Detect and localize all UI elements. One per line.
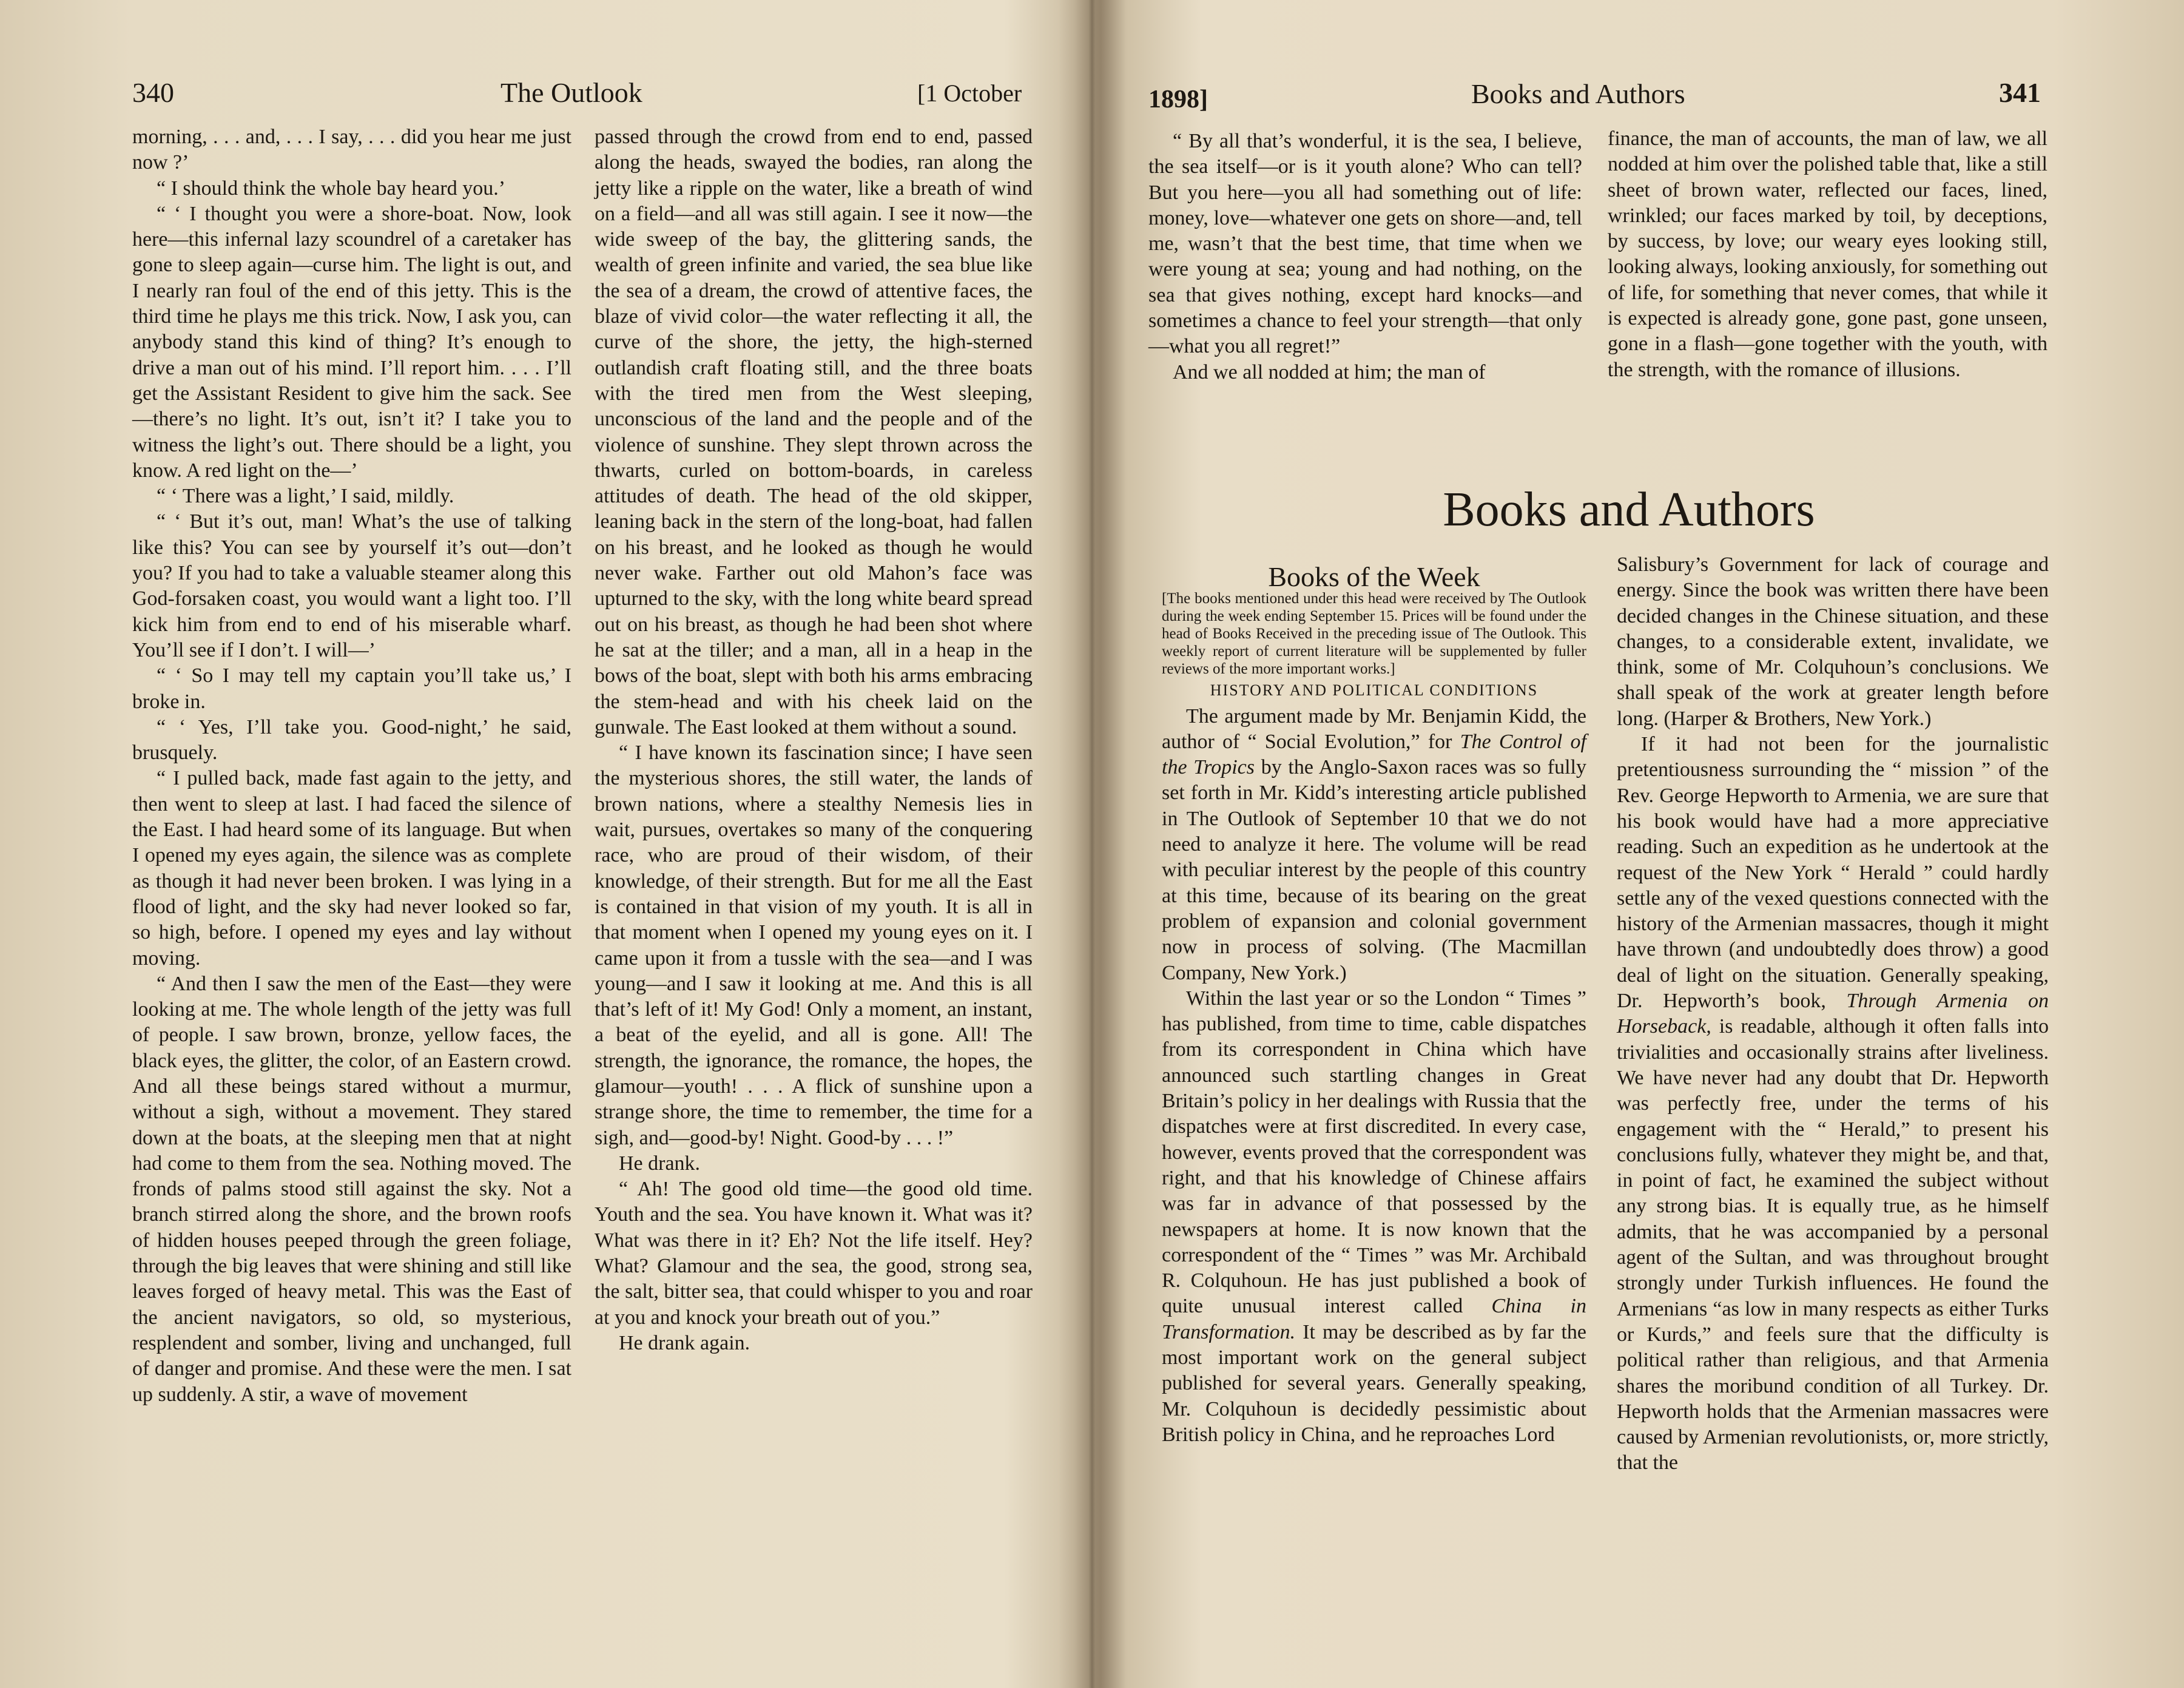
- review-column-1-body: [1162, 704, 1586, 1448]
- paragraph: “ ‘ There was a light,’ I said, mildly.: [157, 485, 454, 508]
- right-top-column-2: [1608, 126, 2048, 383]
- left-page: [0, 0, 1089, 1688]
- paragraph: And we all nodded at him; the man of: [1173, 360, 1486, 383]
- date-right: 1898]: [1148, 86, 1208, 113]
- left-column-2: [595, 124, 1033, 1356]
- paragraph: “ I have known its fascination since; I have seen the mysterious shores, the still water, the lands of brown nations, where a stealthy Nemesis lies in wait, pursues, overtakes so many of the conquering race, who are proud of their wisdom, of their knowledge, of their strength. But for me all the East is contained in that vision of my youth. It is all in that moment when I opened my young eyes on it. I came upon it from a tussle with the sea—and I was young—and I saw it looking at me. And this is all that’s left of it! My God! Only a moment, an instant, a beat of the eyelid, and all is gone. All! The strength, the ignorance, the romance, the hopes, the glamour—youth! . . . A flick of sunshine upon a strange shore, the time to remember, the time for a sigh, and—good-by! Night. Good-by . . . !”: [595, 741, 1033, 1149]
- right-top-column-1: [1148, 129, 1582, 385]
- book-title: Through Armenia on Horseback,: [1617, 990, 2049, 1038]
- paragraph: “ And then I saw the men of the East—they were looking at me. The whole length of the jetty was full of people. I saw brown, bronze, yellow faces, the black eyes, the glitter, the color, of an Eastern crowd. And all these beings stared without a murmur, without a sigh, without a movement. They stared down at the boats, at the sleeping men that at night had come to them from the sea. Nothing moved. The fronds of palms stood still against the sky. Not a branch stirred along the shore, and the brown roofs of hidden houses peeped through the green foliage, through the big leaves that were shining and still like leaves forged of heavy metal. This was the East of the ancient navigators, so old, so mysterious, resplendent and somber, living and unchanged, full of danger and promise. And these were the men. I sat up suddenly. A stir, a wave of movement: [132, 972, 571, 1406]
- right-page: [1095, 0, 2184, 1688]
- paragraph: “ By all that’s wonderful, it is the sea, I believe, the sea itself—or is it youth alone? Who can tell? But you here—you all had something out of life: money, love—whatever one gets on shore—and, tell me, wasn’t that the best time, that time when we were young at sea; young and had nothing, on the sea that gives nothing, except hard knocks—and sometimes a chance to feel your strength—that only—what you all regret!”: [1148, 130, 1582, 358]
- paragraph: “ ‘ I thought you were a shore-boat. Now, look here—this infernal lazy scoundrel of a caretaker has gone to sleep again—curse him. The light is out, and I nearly ran foul of the end of this jetty. This is the third time he plays me this trick. Now, I ask you, can anybody stand this kind of thing? It’s enough to drive a man out of his mind. I’ll report him. . . . I’ll get the Assistant Resident to give him the sack. See—there’s no light. It’s out, isn’t it? I take you to witness the light’s out. There should be a light, you know. A red light on the—’: [132, 202, 571, 482]
- date-left: [1 October: [917, 79, 1022, 107]
- paragraph: “ ‘ But it’s out, man! What’s the use of talking like this? You can see by yourself it’s out—don’t you? If you had to take a valuable steamer along this God-forsaken coast, you would want a light too. I’ll kick him from end to end of his miserable wharf. You’ll see if I don’t. I will—’: [132, 510, 571, 661]
- subsection-title: Books of the Week: [1268, 561, 1480, 592]
- review-paragraph: If it had not been for the journalistic pretentiousness surrounding the “ mission ” of the Rev. George Hepworth to Armenia, we are sure that his book would have had a more appreciative reading. Such an expedition as he undertook at the request of the New York “ Herald ” could hardly settle any of the vexed questions connected with the history of the Armenian massacres, though it might have thrown (and undoubtedly does throw) a good deal of light on the situation. Generally speaking, Dr. Hepworth’s book, Through Armenia on Horseback, is readable, although it often falls into trivialities and occasionally strains after liveliness. We have never had any doubt that Dr. Hepworth was perfectly free, under the terms of his engagement with the “ Herald,” to present his conclusions fully, whatever they might be, and that, in point of fact, he examined the subject without any strong bias. It is equally true, as he himself admits, that he was accompanied by a personal agent of the Sultan, and was throughout brought strongly under Turkish influences. He found the Armenians “as low in many respects as either Turks or Kurds,” and feels sure that the difficulty is political rather than religious, and that Armenia shares the moribund condition of all Turkey. Dr. Hepworth holds that the Armenian massacres were caused by Armenian revolutionists, or, more strictly, that the: [1617, 733, 2049, 1474]
- page-number-left: 340: [132, 77, 174, 108]
- paragraph: “ I should think the whole bay heard you.’: [157, 177, 506, 200]
- right-bottom-column-1: [1162, 561, 1587, 1448]
- paragraph: He drank again.: [619, 1331, 750, 1354]
- review-paragraph: Within the last year or so the London “ Times ” has published, from time to time, cable dispatches from its correspondent in China which have announced such startling changes in Great Britain’s policy in her dealings with Russia that the dispatches were at first discredited. In every case, however, events proved that the correspondent was right, and that his knowledge of Chinese affairs was far in advance of that possessed by the newspapers at home. It is now known that the correspondent of the “ Times ” was Mr. Archibald R. Colquhoun. He has just published a book of quite unusual interest called China in Transformation. It may be described as by far the most important work on the general subject published for several years. Generally speaking, Mr. Colquhoun is decidedly pessimistic about British policy in China, and he reproaches Lord: [1162, 987, 1586, 1446]
- paragraph: morning, . . . and, . . . I say, . . . did you hear me just now ?’: [132, 126, 571, 174]
- paragraph: “ Ah! The good old time—the good old time. Youth and the sea. You have known it. What was it? What was there in it? Eh? Not the life itself. Hey? What? Glamour and the sea, the good, strong sea, the salt, bitter sea, that could whisper to you and roar at you and knock your breath out of you.”: [595, 1178, 1033, 1329]
- paragraph: passed through the crowd from end to end, passed along the heads, swayed the bodies, ran along the jetty like a ripple on the water, like a breath of wind on a field—and all was still again. I see it now—the wide sweep of the bay, the glittering sands, the wealth of green infinite and varied, the sea blue like the sea of a dream, the crowd of attentive faces, the blaze of vivid color—the water reflecting it all, the curve of the shore, the jetty, the high-sterned outlandish craft floating still, and the three boats with the tired men from the West sleeping, unconscious of the land and the people and of the violence of sunshine. They slept thrown across the thwarts, curled on bottom-boards, in careless attitudes of death. The head of the old skipper, leaning back in the stern of the long-boat, had fallen on his breast, and he looked as though he would never wake. Farther out old Mahon’s face was upturned to the sky, with the long white beard spread out on his breast, as though he had been shot where he sat at the tiller; and a man, all in a heap in the bows of the boat, slept with both his arms embracing the stem-head and with his cheek laid on the gunwale. The East looked at them without a sound.: [595, 126, 1033, 738]
- category-heading: HISTORY AND POLITICAL CONDITIONS: [1210, 681, 1539, 700]
- paragraph: “ ‘ So I may tell my captain you’ll take us,’ I broke in.: [132, 664, 571, 713]
- paragraph: finance, the man of accounts, the man of law, we all nodded at him over the polished table that, like a still sheet of brown water, reflected our faces, lined, wrinkled; our faces marked by toil, by deceptions, by success, by love; our weary eyes looking still, looking always, looking anxiously, for something out of life, for something that never comes, that while it is expected is already gone, gone past, gone unseen, gone in a flash—gone together with the youth, with the strength, with the romance of illusions.: [1608, 127, 2048, 381]
- review-paragraph: The argument made by Mr. Benjamin Kidd, the author of “ Social Evolution,” for The Control of the Tropics by the Anglo-Saxon races was so fully set forth in Mr. Kidd’s interesting article published in The Outlook of September 10 that we do not need to analyze it here. The volume will be read with peculiar interest by the people of this country at this time, because of its bearing on the great problem of expansion and colonial government now in process of solving. (The Macmillan Company, New York.): [1162, 704, 1587, 984]
- page-number-right: 341: [1999, 77, 2041, 108]
- book-title: The Control of the Tropics: [1162, 730, 1586, 779]
- book-title: China in Transformation.: [1162, 1295, 1586, 1343]
- left-column-1: [132, 124, 571, 1408]
- review-paragraph: Salisbury’s Government for lack of courage and energy. Since the book was written there have been decided changes in the Chinese situation, and these changes, to a considerable extent, invalidate, we think, some of Mr. Colquhoun’s conclusions. We shall speak of the work at greater length before long. (Harper & Brothers, New York.): [1617, 553, 2049, 730]
- paragraph: “ ‘ Yes, I’ll take you. Good-night,’ he said, brusquely.: [132, 715, 571, 765]
- paragraph: “ I pulled back, made fast again to the jetty, and then went to sleep at last. I had faced the silence of the East. I had heard some of its language. But when I opened my eyes again, the silence was as complete as though it had never been broken. I was lying in a flood of light, and the sky had never looked so far, so high, before. I opened my eyes and lay without moving.: [132, 767, 571, 970]
- paragraph: He drank.: [619, 1152, 701, 1175]
- running-title-left: The Outlook: [500, 77, 642, 108]
- running-title-right: Books and Authors: [1471, 78, 1685, 109]
- right-bottom-column-2: [1617, 552, 2049, 1476]
- editor-note: [The books mentioned under this head were received by The Outlook during the week ending September 15. Prices will be found under the head of Books Received in the preceding issue of The Outlook. This weekly report of current literature will be supplemented by fuller reviews of the more important works.]: [1162, 590, 1586, 678]
- section-title: Books and Authors: [1443, 483, 1815, 536]
